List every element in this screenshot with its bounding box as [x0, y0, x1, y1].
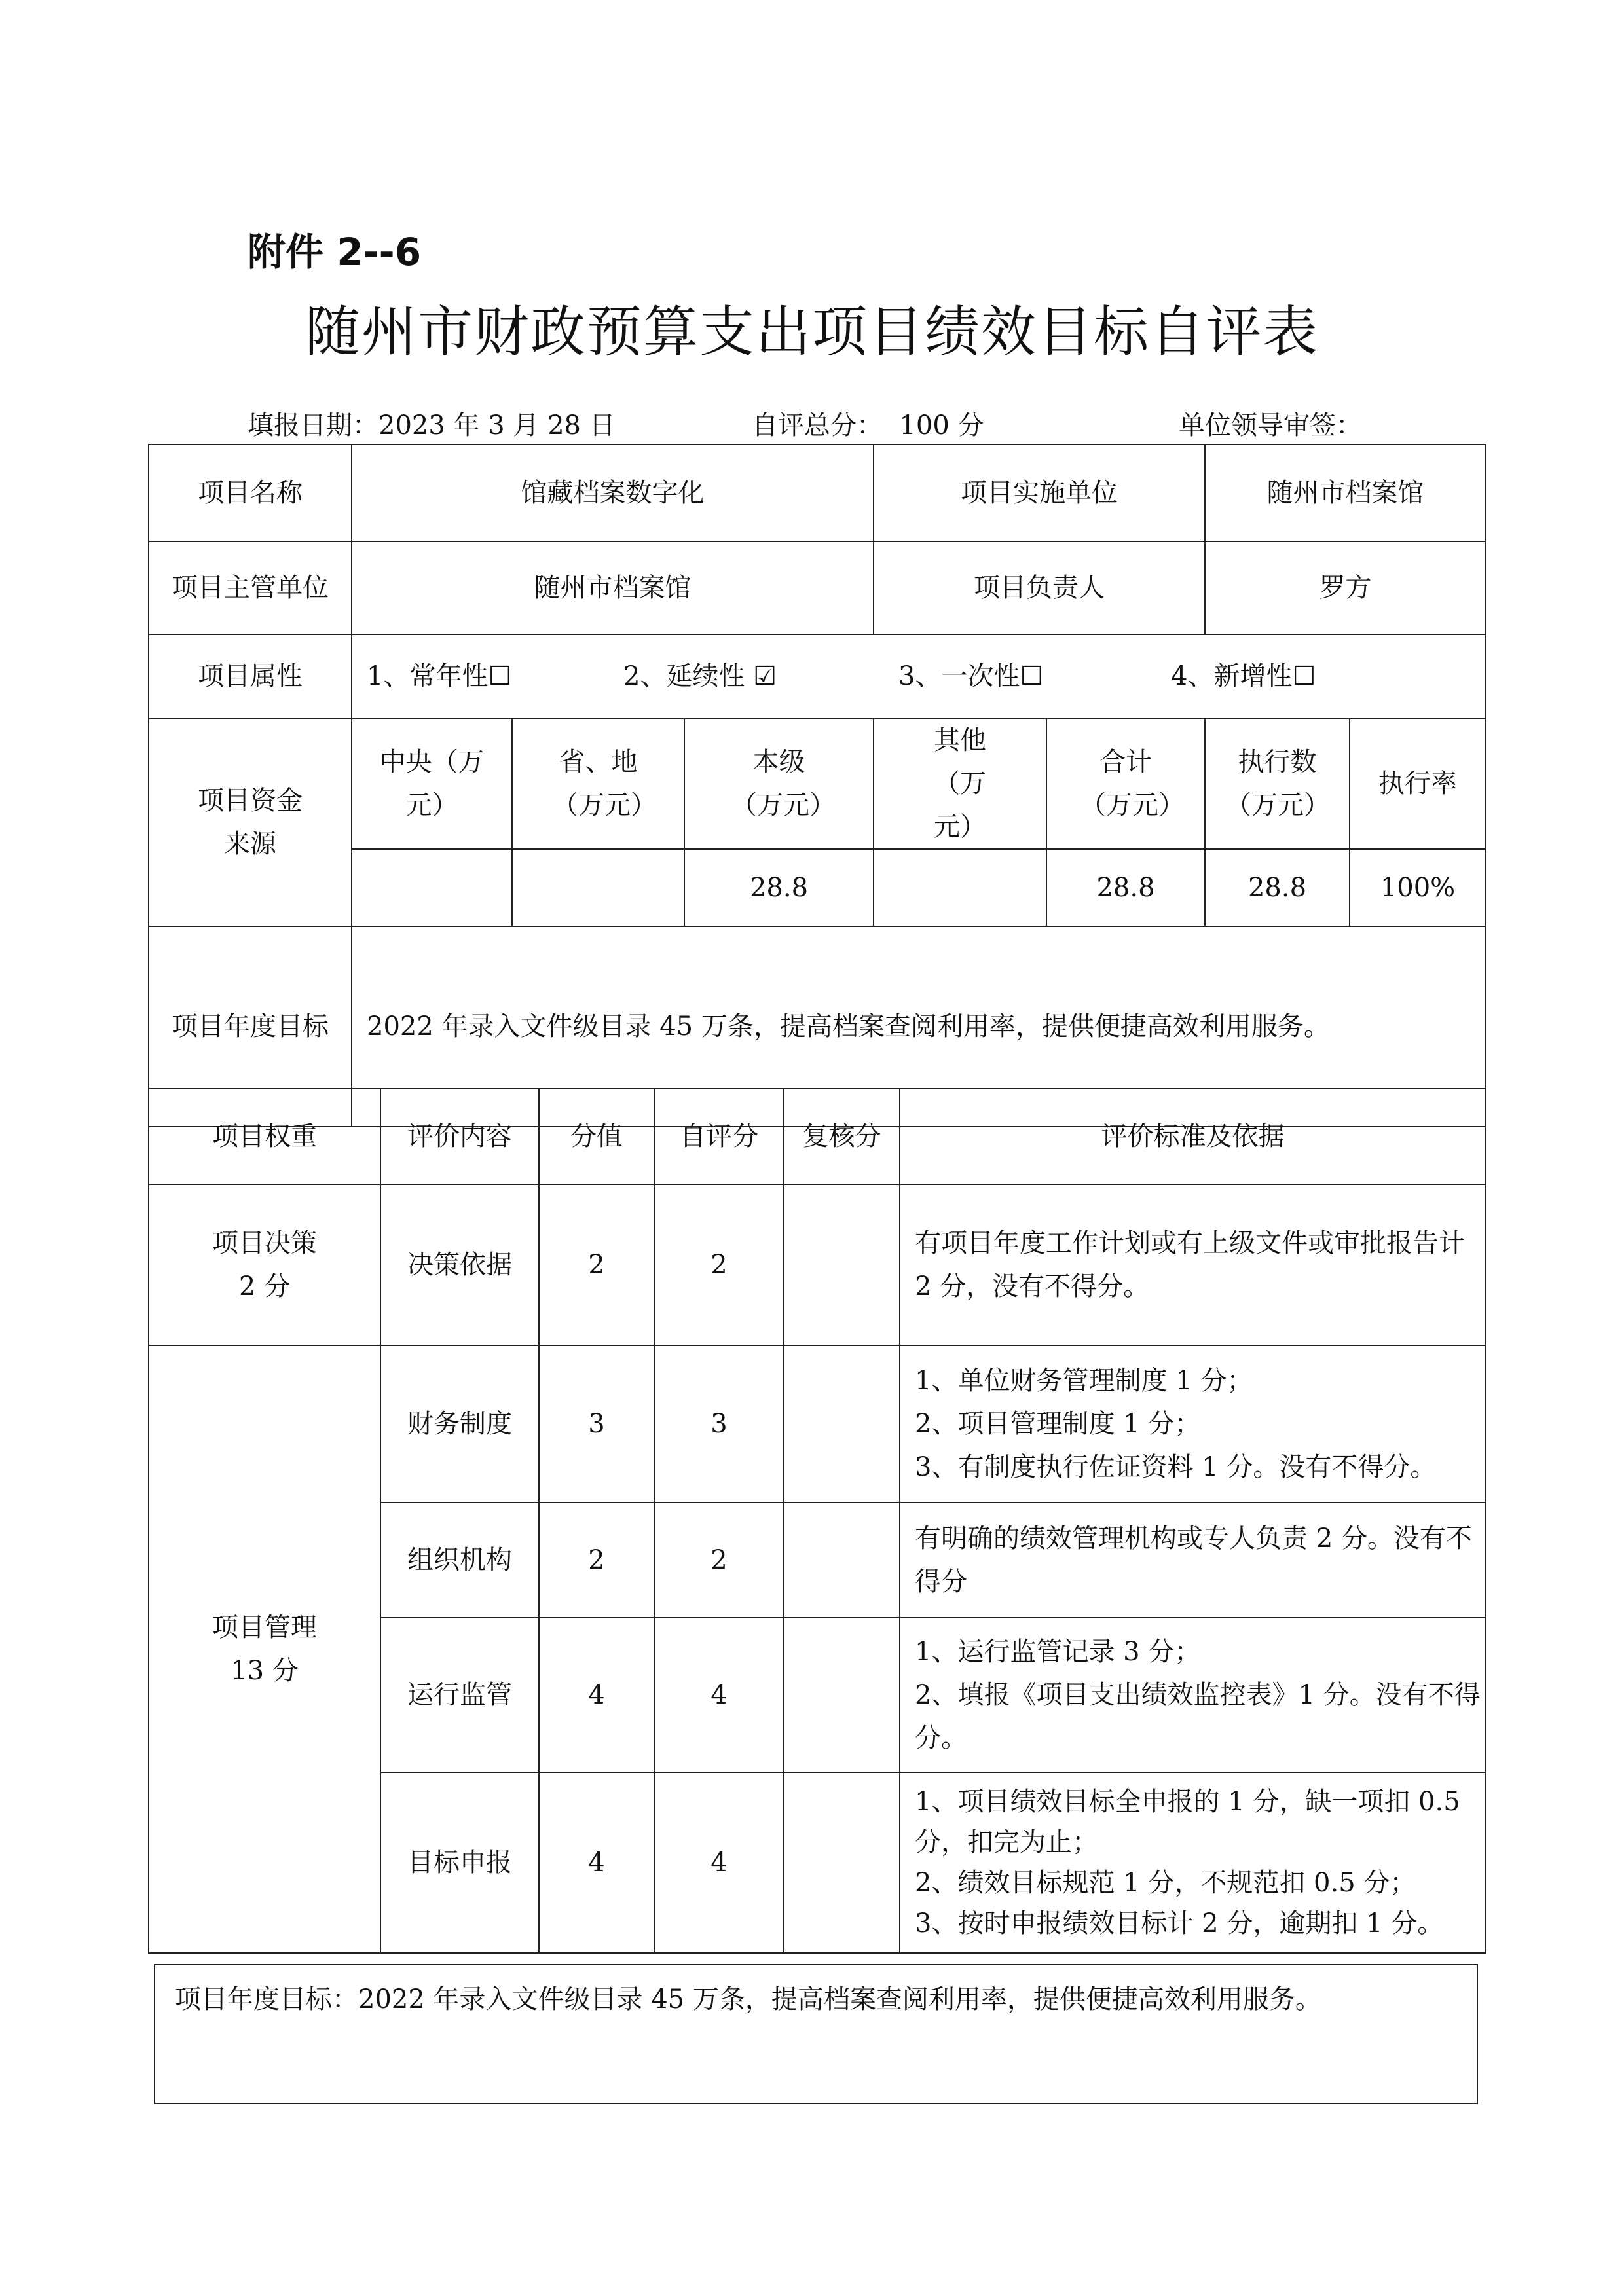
eval-score: 2: [539, 1503, 654, 1618]
attr-option-onetime: 3、一次性☐: [898, 661, 1044, 691]
annual-goal-note: 项目年度目标：2022 年录入文件级目录 45 万条，提高档案查阅利用率，提供便捷高效利用服务。: [154, 1964, 1478, 2104]
fund-value-province: [512, 849, 684, 926]
eval-content: 决策依据: [380, 1184, 539, 1345]
project-name-value: 馆藏档案数字化: [352, 445, 874, 541]
eval-review-score: [784, 1184, 900, 1345]
impl-unit-value: 随州市档案馆: [1205, 445, 1486, 541]
eval-header-content: 评价内容: [380, 1089, 539, 1184]
attr-option-new: 4、新增性☐: [1171, 661, 1316, 691]
annual-goal-label: 项目年度目标: [149, 926, 352, 1127]
fund-value-central: [352, 849, 512, 926]
attr-label: 项目属性: [149, 634, 352, 718]
eval-review-score: [784, 1503, 900, 1618]
eval-criteria: 1、运行监管记录 3 分； 2、填报《项目支出绩效监控表》1 分。没有不得分。: [900, 1618, 1486, 1772]
eval-score: 4: [539, 1772, 654, 1953]
fund-header-other: 其他（万元）: [874, 718, 1046, 849]
eval-content: 财务制度: [380, 1345, 539, 1503]
attachment-label: 附件 2--6: [248, 230, 422, 274]
leader-sign-label: 单位领导审签：: [1179, 410, 1362, 441]
eval-header-criteria: 评价标准及依据: [900, 1089, 1486, 1184]
eval-score: 4: [539, 1618, 654, 1772]
attr-options: [352, 634, 1486, 718]
eval-review-score: [784, 1772, 900, 1953]
supervisor-label: 项目主管单位: [149, 541, 352, 634]
fund-value-local: 28.8: [684, 849, 874, 926]
eval-score: 2: [539, 1184, 654, 1345]
eval-review-score: [784, 1618, 900, 1772]
eval-header-self-score: 自评分: [654, 1089, 784, 1184]
fill-date: 填报日期：2023 年 3 月 28 日: [248, 410, 616, 441]
project-info-table: [148, 444, 1486, 1127]
fund-value-total: 28.8: [1046, 849, 1205, 926]
fund-value-executed: 28.8: [1205, 849, 1350, 926]
fund-value-rate: 100%: [1350, 849, 1486, 926]
eval-self-score: 4: [654, 1618, 784, 1772]
eval-criteria: 1、项目绩效目标全申报的 1 分，缺一项扣 0.5 分，扣完为止； 2、绩效目标规范 1 分，不规范扣 0.5 分； 3、按时申报绩效目标计 2 分，逾期扣 1 分。: [900, 1772, 1486, 1953]
eval-content: 目标申报: [380, 1772, 539, 1953]
leader-value: 罗方: [1205, 541, 1486, 634]
fund-header-province: 省、地（万元）: [512, 718, 684, 849]
fund-header-executed: 执行数（万元）: [1205, 718, 1350, 849]
total-score: 自评总分： 100 分: [752, 410, 984, 441]
evaluation-table: [148, 1088, 1486, 1954]
eval-self-score: 4: [654, 1772, 784, 1953]
fund-label: 项目资金来源: [149, 718, 352, 926]
page-title: 随州市财政预算支出项目绩效目标自评表: [304, 300, 1319, 364]
eval-header-review-score: 复核分: [784, 1089, 900, 1184]
eval-self-score: 3: [654, 1345, 784, 1503]
eval-score: 3: [539, 1345, 654, 1503]
fund-header-local: 本级（万元）: [684, 718, 874, 849]
eval-criteria: 有项目年度工作计划或有上级文件或审批报告计 2 分，没有不得分。: [900, 1184, 1486, 1345]
attr-option-annual: 1、常年性☐: [367, 661, 512, 691]
attr-option-continuing: 2、延续性 ☑: [623, 661, 777, 691]
leader-label: 项目负责人: [874, 541, 1205, 634]
eval-group-decision: 项目决策 2 分: [149, 1184, 380, 1345]
supervisor-value: 随州市档案馆: [352, 541, 874, 634]
fund-header-rate: 执行率: [1350, 718, 1486, 849]
project-name-label: 项目名称: [149, 445, 352, 541]
fund-value-other: [874, 849, 1046, 926]
eval-criteria: 1、单位财务管理制度 1 分； 2、项目管理制度 1 分； 3、有制度执行佐证资料 1 分。没有不得分。: [900, 1345, 1486, 1503]
eval-group-management: 项目管理 13 分: [149, 1345, 380, 1953]
eval-self-score: 2: [654, 1184, 784, 1345]
impl-unit-label: 项目实施单位: [874, 445, 1205, 541]
eval-criteria: 有明确的绩效管理机构或专人负责 2 分。没有不得分: [900, 1503, 1486, 1618]
eval-content: 运行监管: [380, 1618, 539, 1772]
eval-header-score: 分值: [539, 1089, 654, 1184]
eval-review-score: [784, 1345, 900, 1503]
eval-self-score: 2: [654, 1503, 784, 1618]
fund-header-total: 合计（万元）: [1046, 718, 1205, 849]
annual-goal-value: 2022 年录入文件级目录 45 万条，提高档案查阅利用率，提供便捷高效利用服务。: [352, 926, 1486, 1127]
fund-header-central: 中央（万元）: [352, 718, 512, 849]
eval-header-weight: 项目权重: [149, 1089, 380, 1184]
eval-content: 组织机构: [380, 1503, 539, 1618]
